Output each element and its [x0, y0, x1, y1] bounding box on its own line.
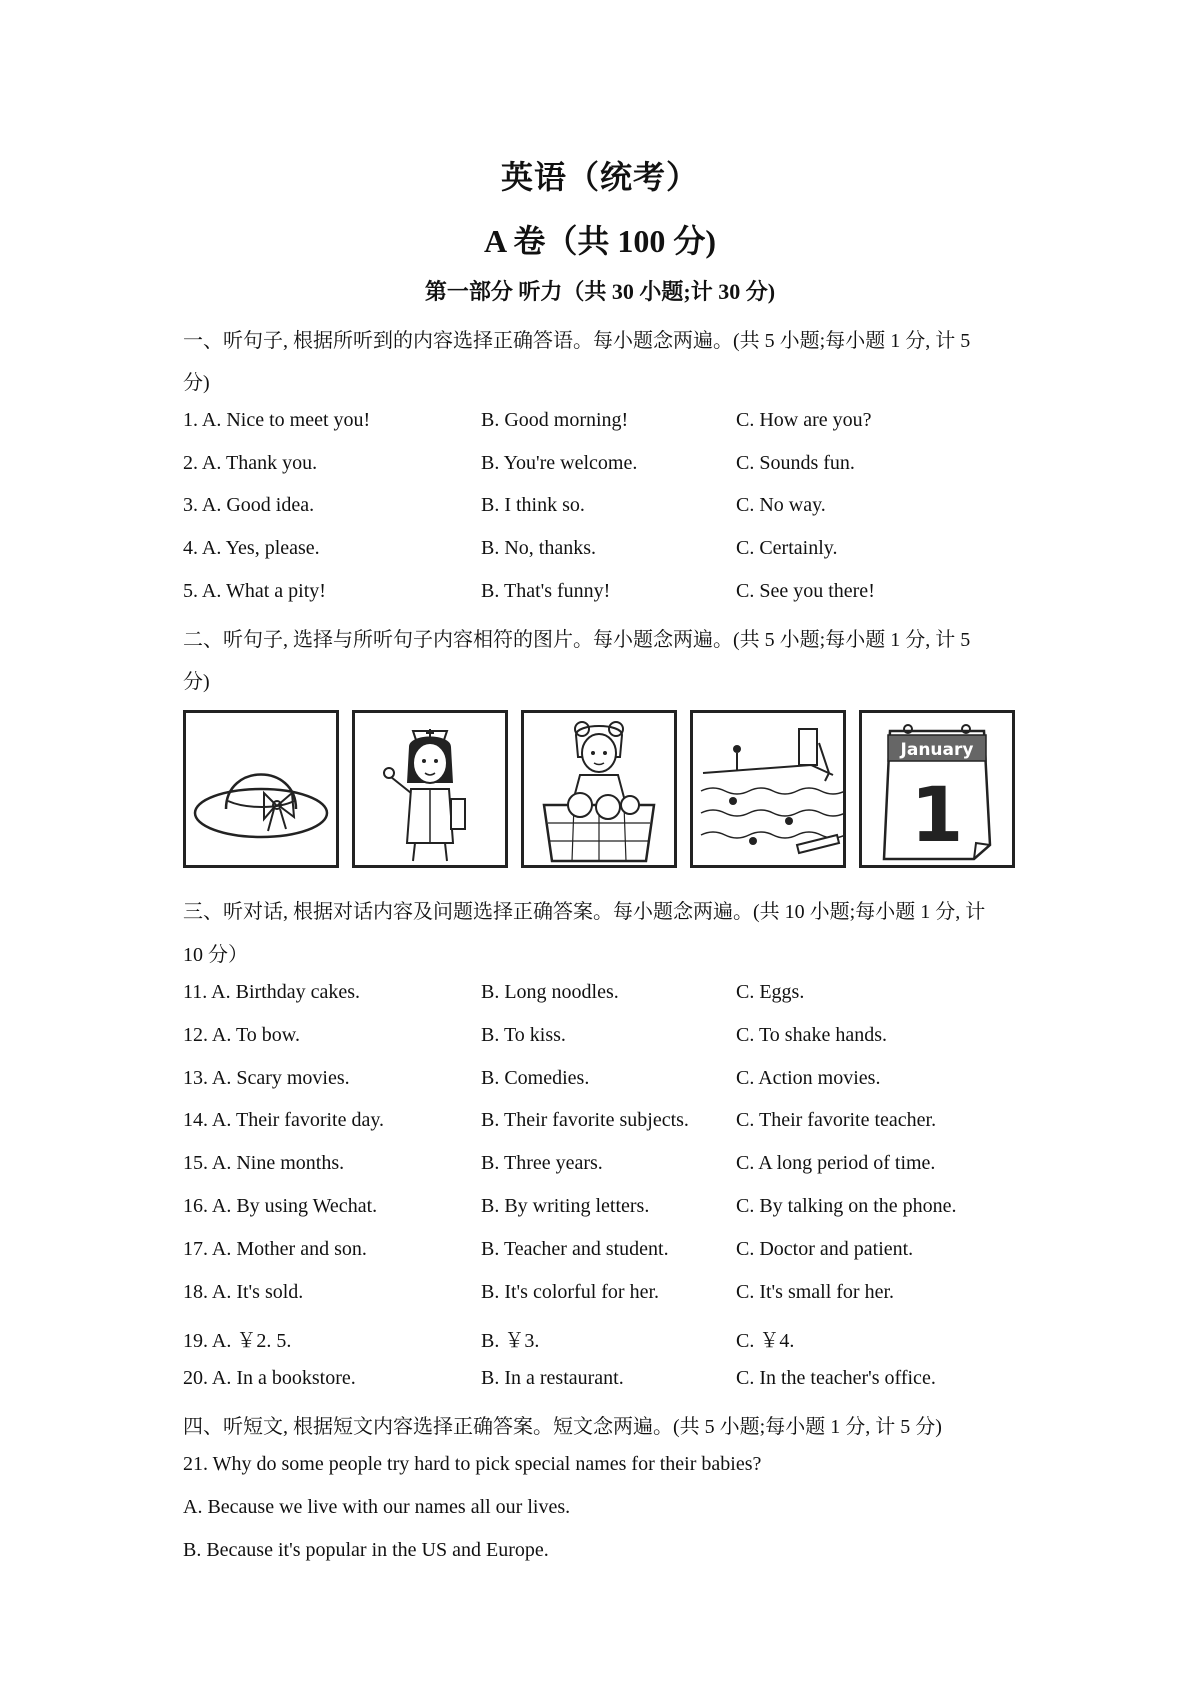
section3-instruction-cont: 10 分）: [183, 944, 248, 966]
page-title: 英语（统考）: [500, 159, 699, 195]
option-a: 16. A. By using Wechat.: [183, 1195, 378, 1217]
girl-washing-dishes-icon: [521, 710, 677, 868]
option-c: C. Their favorite teacher.: [736, 1109, 937, 1131]
option-a: 4. A. Yes, please.: [183, 537, 320, 559]
option-c: C. By talking on the phone.: [736, 1195, 957, 1217]
question-21-option-a: A. Because we live with our names all our lives.: [183, 1496, 571, 1518]
hat-icon: [183, 710, 339, 868]
option-a: 20. A. In a bookstore.: [183, 1367, 356, 1389]
option-c: C. Sounds fun.: [736, 452, 855, 474]
option-b: B. It's colorful for her.: [481, 1281, 660, 1303]
swimming-pool-icon: [690, 710, 846, 868]
option-b: B. Comedies.: [481, 1067, 590, 1089]
option-b: B. Good morning!: [481, 409, 629, 431]
option-a: 17. A. Mother and son.: [183, 1238, 367, 1260]
question-21-option-b: B. Because it's popular in the US and Europe.: [183, 1539, 549, 1561]
option-a: 14. A. Their favorite day.: [183, 1109, 385, 1131]
picture-row: [183, 710, 1023, 872]
nurse-icon: [352, 710, 508, 868]
section2-instruction-cont: 分): [183, 671, 210, 693]
option-a: 19. A. ￥2. 5.: [183, 1330, 292, 1352]
option-c: C. To shake hands.: [736, 1024, 887, 1046]
option-b: B. No, thanks.: [481, 537, 596, 559]
option-c: C. Doctor and patient.: [736, 1238, 914, 1260]
calendar-month-label: January: [900, 740, 974, 760]
option-a: 15. A. Nine months.: [183, 1152, 345, 1174]
part-title: 第一部分 听力（共 30 小题;计 30 分): [424, 279, 776, 304]
option-c: C. In the teacher's office.: [736, 1367, 936, 1389]
option-a: 13. A. Scary movies.: [183, 1067, 350, 1089]
option-c: C. ￥4.: [736, 1330, 795, 1352]
option-a: 5. A. What a pity!: [183, 580, 326, 602]
option-a: 11. A. Birthday cakes.: [183, 981, 361, 1003]
option-b: B. Long noodles.: [481, 981, 619, 1003]
option-a: 2. A. Thank you.: [183, 452, 318, 474]
option-c: C. See you there!: [736, 580, 875, 602]
option-b: B. In a restaurant.: [481, 1367, 624, 1389]
section1-instruction: 一、听句子, 根据所听到的内容选择正确答语。每小题念两遍。(共 5 小题;每小题 1 分, 计 5: [183, 330, 971, 352]
option-b: B. You're welcome.: [481, 452, 638, 474]
option-c: C. A long period of time.: [736, 1152, 936, 1174]
option-b: B. I think so.: [481, 494, 585, 516]
option-b: B. By writing letters.: [481, 1195, 650, 1217]
question-21: 21. Why do some people try hard to pick special names for their babies?: [183, 1453, 762, 1475]
option-c: C. Certainly.: [736, 537, 838, 559]
option-a: 3. A. Good idea.: [183, 494, 315, 516]
option-a: 18. A. It's sold.: [183, 1281, 304, 1303]
calendar-day-label: 1: [910, 770, 964, 859]
section4-instruction: 四、听短文, 根据短文内容选择正确答案。短文念两遍。(共 5 小题;每小题 1 分, 计 5 分): [183, 1416, 942, 1438]
section3-instruction: 三、听对话, 根据对话内容及问题选择正确答案。每小题念两遍。(共 10 小题;每小题 1 分, 计: [183, 901, 986, 923]
option-c: C. It's small for her.: [736, 1281, 895, 1303]
option-b: B. Teacher and student.: [481, 1238, 669, 1260]
option-b: B. Their favorite subjects.: [481, 1109, 689, 1131]
section2-instruction: 二、听句子, 选择与所听句子内容相符的图片。每小题念两遍。(共 5 小题;每小题 1 分, 计 5: [183, 629, 971, 651]
option-b: B. ￥3.: [481, 1330, 540, 1352]
section1-instruction-cont: 分): [183, 372, 210, 394]
option-a: 12. A. To bow.: [183, 1024, 300, 1046]
option-b: B. Three years.: [481, 1152, 603, 1174]
option-b: B. To kiss.: [481, 1024, 566, 1046]
calendar-icon: [859, 710, 1015, 868]
option-c: C. How are you?: [736, 409, 872, 431]
option-c: C. No way.: [736, 494, 826, 516]
paper-subtitle: A 卷（共 100 分): [483, 223, 716, 259]
option-c: C. Action movies.: [736, 1067, 881, 1089]
option-a: 1. A. Nice to meet you!: [183, 409, 371, 431]
option-b: B. That's funny!: [481, 580, 611, 602]
option-c: C. Eggs.: [736, 981, 805, 1003]
